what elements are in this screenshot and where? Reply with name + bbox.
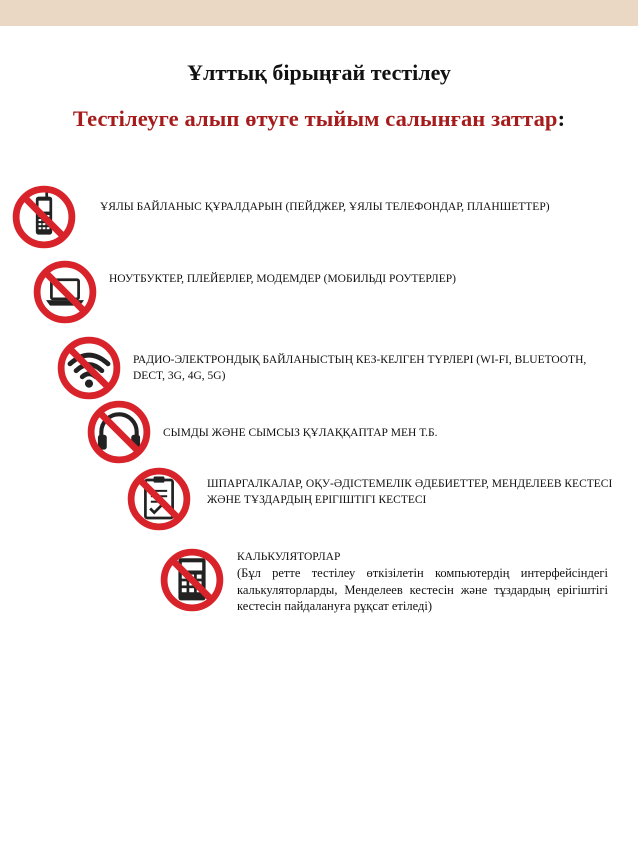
prohibited-item-label: НОУТБУКТЕР, ПЛЕЙЕРЛЕР, МОДЕМДЕР (МОБИЛЬДІ РОУТЕРЛЕР): [109, 273, 456, 285]
top-decorative-band: [0, 0, 638, 26]
subtitle-text: Тестілеуге алып өтуге тыйым салынған заттар: [72, 106, 558, 131]
prohibited-item-label: РАДИО-ЭЛЕКТРОНДЫҚ БАЙЛАНЫСТЫҢ КЕЗ-КЕЛГЕН ТҮРЛЕРІ (WI-FI, BLUETOOTH, DECT, 3G, 4G, 5G): [133, 354, 587, 382]
page-subtitle: [0, 106, 638, 132]
prohibited-item-label: КАЛЬКУЛЯТОРЛАР: [237, 551, 341, 563]
page-title: Ұлттық бірыңғай тестілеу: [187, 60, 451, 85]
calculator-exception-note: (Бұл ретте тестілеу өткізілетін компьютердің интерфейсіндегі калькуляторларды, Менделеев кестесін және тұздардың ерігіштігі кестесін пайдалануға рұқсат етіледі): [237, 566, 608, 613]
prohibited-item-label: ШПАРГАЛКАЛАР, ОҚУ-ӘДІСТЕМЕЛІК ӘДЕБИЕТТЕР, МЕНДЕЛЕЕВ КЕСТЕСІ ЖӘНЕ ТҰЗДАРДЫҢ ЕРІГІШТІГІ КЕСТЕСІ: [207, 478, 613, 506]
no-cheat-sheet-icon: [125, 465, 193, 533]
prohibited-item-label: ҰЯЛЫ БАЙЛАНЫС ҚҰРАЛДАРЫН (ПЕЙДЖЕР, ҰЯЛЫ ТЕЛЕФОНДАР, ПЛАНШЕТТЕР): [100, 201, 550, 213]
no-calculator-icon: [158, 546, 226, 614]
no-wifi-icon: [55, 334, 123, 402]
subtitle-colon: :: [557, 106, 566, 131]
no-headphones-icon: [85, 398, 153, 466]
calculator-text-block: [237, 549, 608, 615]
no-mobile-phone-icon: [10, 183, 78, 251]
no-laptop-icon: [31, 258, 99, 326]
prohibited-item-label: СЫМДЫ ЖӘНЕ СЫМСЫЗ ҚҰЛАҚҚАПТАР МЕН Т.Б.: [163, 427, 438, 439]
